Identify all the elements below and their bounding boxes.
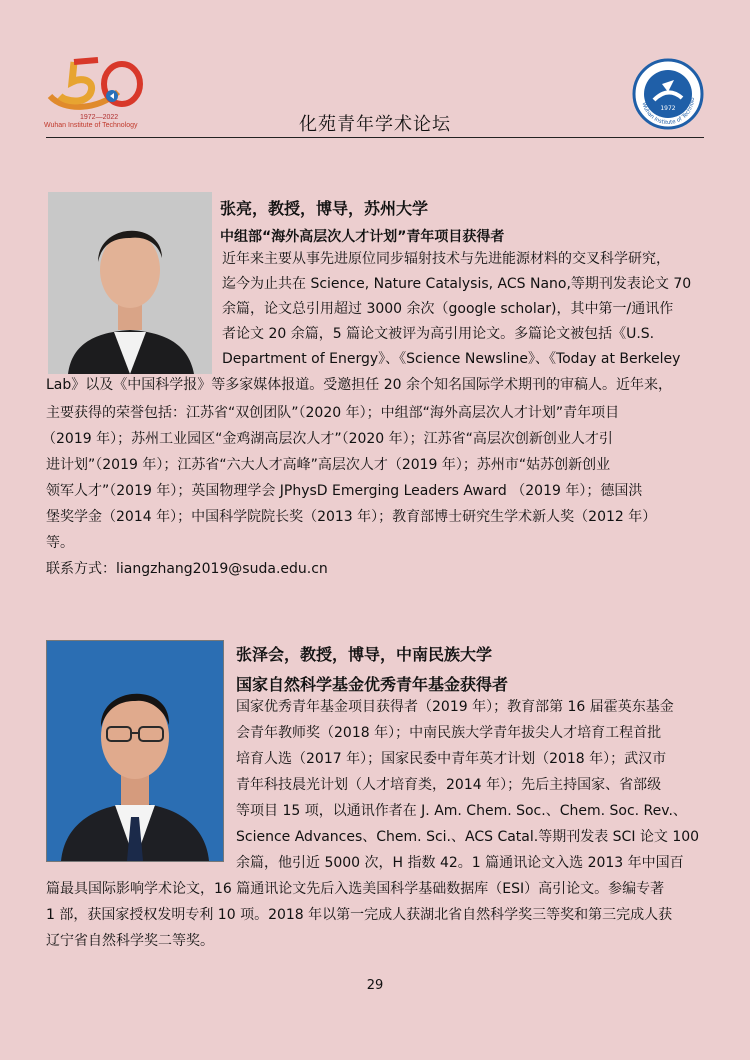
profile-photo-zhang-zehui [46, 640, 224, 862]
bio-line: 者论文 20 余篇，5 篇论文被评为高引用论文。多篇论文被包括《U.S. [222, 326, 655, 342]
header-divider [46, 137, 704, 138]
portrait-illustration [48, 192, 212, 374]
bio-line: 会青年教师奖（2018 年）；中南民族大学青年拔尖人才培育工程首批 [236, 725, 662, 741]
bio-line: 迄今为止共在 Science, Nature Catalysis, ACS Nano,等期刊发表论文 70 [222, 276, 692, 292]
profile-name-title: 张泽会，教授，博导，中南民族大学 [236, 645, 493, 664]
bio-line: Science Advances、Chem. Sci.、ACS Catal.等期刊发表 SCI 论文 100 [236, 829, 700, 845]
portrait-illustration [47, 641, 223, 861]
bio-line: 等项目 15 项，以通讯作者在 J. Am. Chem. Soc.、Chem. Soc. Rev.、 [236, 803, 687, 819]
bio-line: （2019 年）；苏州工业园区“金鸡湖高层次人才”（2020 年）；江苏省“高层次创新创业人才引 [42, 431, 613, 447]
bio-line: 等。 [46, 535, 74, 551]
bio-line: Department of Energy》、《Science Newsline》、《Today at Berkeley [222, 351, 681, 367]
page-header [0, 0, 750, 140]
contact-line: 联系方式：liangzhang2019@suda.edu.cn [46, 561, 328, 577]
bio-line: 培育人选（2017 年）；国家民委中青年英才计划（2018 年）；武汉市 [236, 751, 667, 767]
seal-year: 1972 [660, 105, 676, 112]
bio-line: 堡奖学金（2014 年）；中国科学院院长奖（2013 年）；教育部博士研究生学术新人奖（2012 年） [46, 509, 657, 525]
bio-line: 辽宁省自然科学奖二等奖。 [46, 933, 214, 949]
profile-award: 中组部“海外高层次人才计划”青年项目获得者 [220, 229, 505, 245]
logo-caption: Wuhan Institute of Technology [44, 122, 138, 129]
bio-line: 领军人才”（2019 年）；英国物理学会 JPhysD Emerging Leaders Award （2019 年）；德国洪 [46, 483, 643, 499]
forum-title: 化苑青年学术论坛 [299, 114, 451, 135]
seal-caption: Wuhan Institute of Technolo [640, 97, 697, 127]
logo-years: 1972—2022 [80, 114, 119, 121]
bio-line: 主要获得的荣誉包括：江苏省“双创团队”（2020 年）；中组部“海外高层次人才计划”青年项目 [46, 405, 620, 421]
bio-line: 1 部，获国家授权发明专利 10 项。2018 年以第一完成人获湖北省自然科学奖三等奖和第三完成人获 [46, 907, 673, 923]
bio-line: 余篇，他引近 5000 次，H 指数 42。1 篇通讯论文入选 2013 年中国百 [236, 855, 684, 871]
bio-line: 余篇，论文总引用超过 3000 余次（google scholar)，其中第一/通讯作 [222, 301, 674, 317]
bio-line: 近年来主要从事先进原位同步辐射技术与先进能源材料的交叉科学研究， [222, 251, 670, 267]
profile-award: 国家自然科学基金优秀青年基金获得者 [236, 675, 509, 694]
bio-line: 国家优秀青年基金项目获得者（2019 年）；教育部第 16 届霍英东基金 [236, 699, 674, 715]
bio-line: 进计划”（2019 年）；江苏省“六大人才高峰”高层次人才（2019 年）；苏州市“姑苏创新创业 [46, 457, 611, 473]
bio-line: 青年科技晨光计划（人才培育类，2014 年）；先后主持国家、省部级 [236, 777, 662, 793]
bio-line: Lab》以及《中国科学报》等多家媒体报道。受邀担任 20 余个知名国际学术期刊的审稿人。近年来， [46, 377, 672, 393]
bio-line: 篇最具国际影响学术论文，16 篇通讯论文先后入选美国科学基础数据库（ESI）高引论文。参编专著 [46, 881, 665, 897]
profile-name-title: 张亮，教授，博导，苏州大学 [220, 199, 429, 218]
page-number: 29 [366, 978, 384, 993]
profile-photo-zhang-liang [48, 192, 212, 374]
